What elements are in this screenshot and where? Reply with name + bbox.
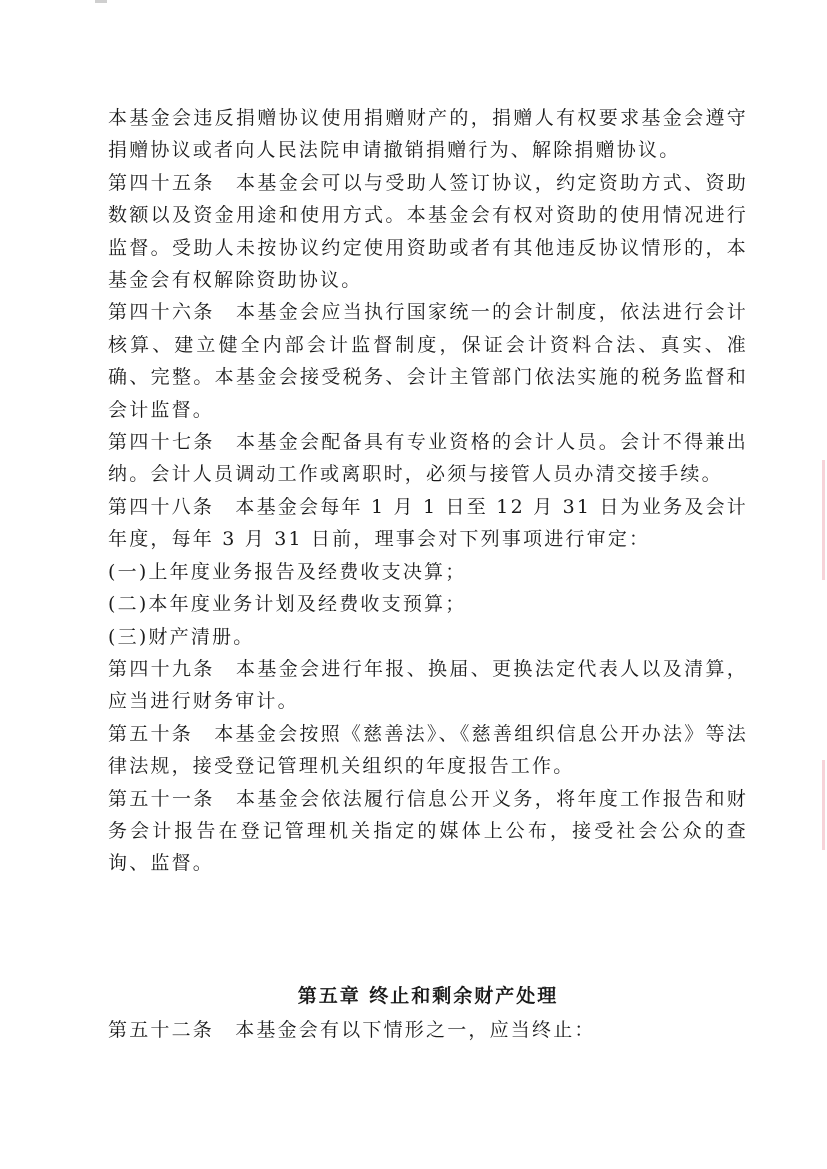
scan-mark	[95, 0, 107, 3]
list-item-3: (三)财产清册。	[108, 625, 255, 648]
chapter-heading: 第五章 终止和剩余财产处理	[297, 985, 559, 1007]
paragraph: 本基金会违反捐赠协议使用捐赠财产的，捐赠人有权要求基金会遵守捐赠协议或者向人民法院申请撤销捐赠行为、解除捐赠协议。	[108, 107, 748, 162]
article-52: 第五十二条 本基金会有以下情形之一，应当终止：	[108, 1019, 596, 1041]
article-46: 第四十六条 本基金会应当执行国家统一的会计制度，依法进行会计核算、建立健全内部会计监督制度，保证会计资料合法、真实、准确、完整。本基金会接受税务、会计主管部门依法实施的税务监督和会计监督。	[108, 301, 748, 421]
list-item-1: (一)上年度业务报告及经费收支决算；	[108, 560, 467, 583]
article-48: 第四十八条 本基金会每年 1 月 1 日至 12 月 31 日为业务及会计年度，每年 3 月 31 日前，理事会对下列事项进行审定：	[108, 495, 748, 551]
scan-edge-mark	[822, 760, 825, 850]
chapter-body	[108, 1014, 748, 1046]
body-text	[108, 102, 748, 880]
article-51: 第五十一条 本基金会依法履行信息公开义务，将年度工作报告和财务会计报告在登记管理机关指定的媒体上公布，接受社会公众的查询、监督。	[108, 787, 748, 875]
scan-edge-mark	[822, 460, 825, 580]
article-50: 第五十条 本基金会按照《慈善法》、《慈善组织信息公开办法》等法律法规，接受登记管理机关组织的年度报告工作。	[108, 722, 748, 778]
article-49: 第四十九条 本基金会进行年报、换届、更换法定代表人以及清算，应当进行财务审计。	[108, 657, 748, 713]
article-47: 第四十七条 本基金会配备具有专业资格的会计人员。会计不得兼出纳。会计人员调动工作或离职时，必须与接管人员办清交接手续。	[108, 431, 748, 486]
list-item-2: (二)本年度业务计划及经费收支预算；	[108, 593, 467, 616]
article-45: 第四十五条 本基金会可以与受助人签订协议，约定资助方式、资助数额以及资金用途和使用方式。本基金会有权对资助的使用情况进行监督。受助人未按协议约定使用资助或者有其他违反协议情形的，本基金会有权解除资助协议。	[108, 171, 748, 292]
